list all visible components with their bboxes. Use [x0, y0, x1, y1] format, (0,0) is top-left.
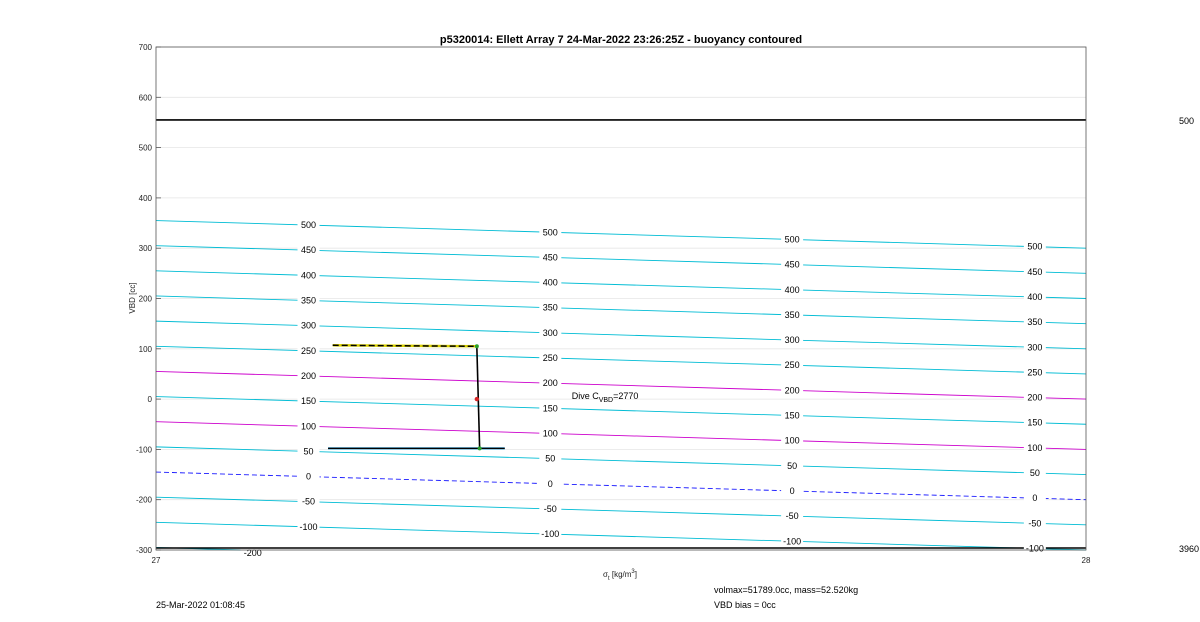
contour-line	[156, 246, 1086, 274]
contour-label: 250	[1027, 367, 1043, 378]
contour-label: 500	[301, 220, 317, 231]
contour-label: 150	[301, 396, 317, 407]
contour-label: -50	[543, 503, 557, 514]
dive-trace-mid-marker	[475, 397, 479, 401]
contour-label: 500	[1027, 241, 1043, 252]
buoyancy-contours	[156, 221, 1086, 550]
contour-label: 350	[1027, 317, 1043, 328]
annotation-main: Dive C	[571, 391, 599, 402]
dive-trace	[328, 344, 505, 450]
contour-label: 50	[545, 453, 556, 464]
y-tick-label: 600	[138, 93, 152, 103]
contour-label: 400	[301, 270, 317, 281]
contour-label: 500	[784, 234, 800, 245]
x-axis-label-units: [kg/m	[611, 570, 632, 579]
contour-label: 350	[301, 295, 317, 306]
x-tick-label: 28	[1081, 556, 1091, 565]
contour-label: 50	[787, 460, 798, 471]
contour-label: 250	[301, 345, 317, 356]
contour-label: 450	[1027, 266, 1043, 277]
contour-line	[156, 346, 1086, 374]
footer-volmax: volmax=51789.0cc, mass=52.520kg	[714, 585, 859, 595]
x-axis-label-units-close: ]	[634, 570, 637, 579]
y-tick-label: -100	[135, 445, 152, 455]
contour-label: 300	[301, 320, 317, 331]
contour-label: 100	[542, 428, 558, 439]
contour-label: 0	[547, 478, 553, 489]
y-tick-label: -300	[135, 546, 152, 555]
y-tick-label: 100	[138, 344, 152, 354]
contour-label: 350	[784, 309, 800, 320]
contour-labels	[244, 219, 1046, 558]
y-tick-label: 500	[138, 143, 152, 153]
vbd-limit-label: 500	[1179, 115, 1195, 126]
contour-label: 50	[1029, 468, 1040, 479]
contour-label: 350	[542, 302, 558, 313]
contour-label: 100	[1027, 442, 1043, 453]
contour-line	[156, 271, 1086, 299]
contour-label: 100	[301, 421, 317, 432]
annotation-sub: VBD	[598, 397, 614, 405]
y-tick-label: -200	[135, 495, 152, 505]
contour-label: 150	[784, 410, 800, 421]
contour-label: -100	[783, 536, 802, 547]
contour-line	[156, 422, 1086, 450]
vbd-limit-lines	[156, 116, 1199, 554]
contour-line	[156, 522, 1086, 550]
contour-label: -100	[299, 521, 318, 532]
contour-label: 0	[1032, 493, 1038, 504]
contour-label: 300	[1027, 342, 1043, 353]
contour-label: 0	[789, 485, 795, 496]
annotation-suffix: =2770	[613, 391, 639, 402]
vbd-limit-label: 3960	[1179, 543, 1200, 554]
contour-label: 300	[784, 335, 800, 346]
contour-label: 450	[784, 259, 800, 270]
dive-trace-end-marker	[478, 446, 482, 450]
dive-trace-upper	[333, 345, 477, 346]
contour-line	[156, 497, 1086, 525]
axes	[136, 43, 1091, 565]
contour-label: -50	[785, 511, 799, 522]
chart-title: p5320014: Ellett Array 7 24-Mar-2022 23:26:25Z - buoyancy contoured	[439, 34, 803, 46]
contour-line	[156, 296, 1086, 324]
contour-label: 450	[542, 252, 558, 263]
x-axis-label-units-sup: 3	[631, 569, 635, 575]
contour-label: 200	[301, 370, 317, 381]
contour-label: 300	[542, 327, 558, 338]
contour-label: -100	[541, 529, 560, 540]
grid-lines	[156, 47, 1086, 550]
dive-cvbd-annotation	[572, 391, 639, 404]
footer-vbd-bias: VBD bias = 0cc	[714, 600, 776, 610]
y-tick-label: 0	[147, 395, 152, 405]
contour-label: 400	[542, 277, 558, 288]
contour-label: 250	[542, 353, 558, 364]
dive-trace-start-marker	[475, 344, 479, 348]
x-axis-label-sub: t	[607, 576, 610, 582]
contour-line	[156, 447, 1086, 475]
contour-label: 200	[1027, 392, 1043, 403]
y-tick-label: 200	[138, 294, 152, 304]
contour-label: -50	[1028, 518, 1042, 529]
contour-label: -50	[302, 496, 316, 507]
contour-label: -200	[243, 548, 262, 558]
contour-label: 50	[303, 446, 314, 457]
contour-label: -100	[1025, 543, 1044, 554]
y-tick-label: 700	[138, 43, 152, 52]
x-axis-label	[603, 569, 637, 582]
contour-label: 400	[1027, 291, 1043, 302]
contour-line	[156, 472, 1086, 500]
x-axis-label-main: σ	[603, 570, 608, 579]
contour-line	[156, 221, 1086, 249]
y-tick-label: 300	[138, 244, 152, 254]
contour-line	[156, 321, 1086, 349]
contour-label: 200	[542, 378, 558, 389]
y-axis-label: VBD [cc]	[128, 282, 137, 314]
contour-label: 150	[542, 403, 558, 414]
y-tick-label: 400	[138, 193, 152, 203]
contour-label: 0	[306, 471, 312, 482]
contour-label: 100	[784, 435, 800, 446]
contour-label: 500	[542, 227, 558, 238]
contour-label: 450	[301, 245, 317, 256]
contour-label: 250	[784, 360, 800, 371]
footer-timestamp: 25-Mar-2022 01:08:45	[156, 600, 246, 610]
contour-label: 400	[784, 284, 800, 295]
contour-label: 200	[784, 385, 800, 396]
x-tick-label: 27	[151, 556, 161, 565]
contour-label: 150	[1027, 417, 1043, 428]
